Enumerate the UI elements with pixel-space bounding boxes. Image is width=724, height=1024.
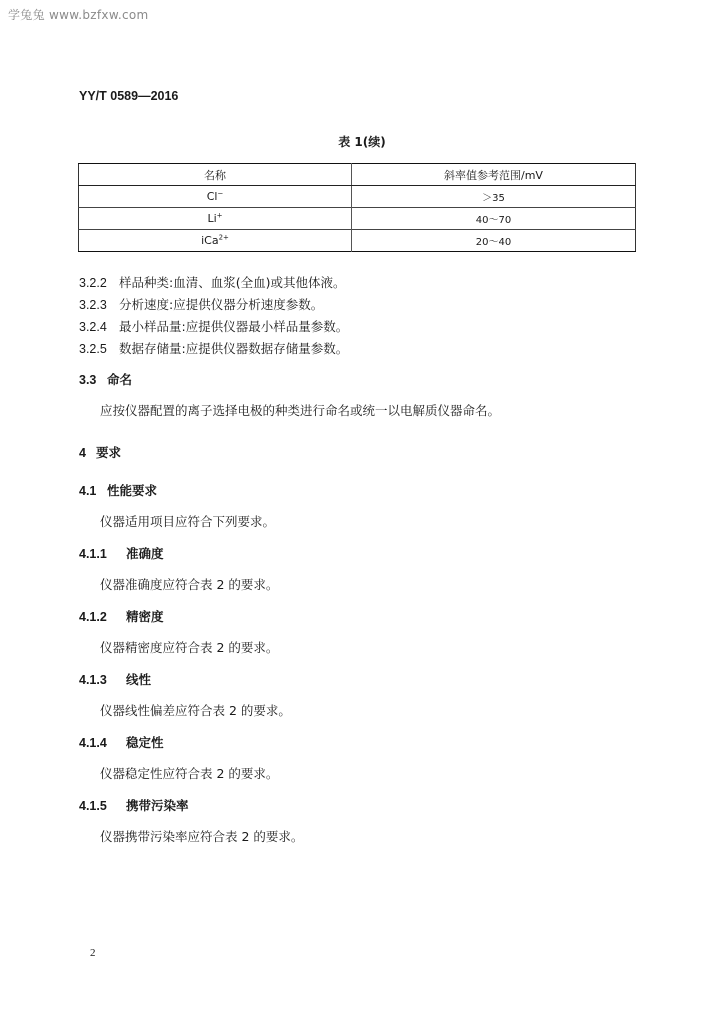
table-row (79, 230, 636, 252)
column-header-name: 名称 (79, 164, 352, 186)
table-row (79, 186, 636, 208)
clause-text: 样品种类:血清、血浆(全血)或其他体液。 (119, 275, 346, 290)
clause-3-2-2 (79, 273, 345, 291)
heading-number: 4.1.5 (79, 799, 107, 813)
ion-name: Li+ (79, 208, 352, 230)
paragraph-4-1-1: 仪器准确度应符合表 2 的要求。 (100, 577, 279, 592)
clause-3-2-4 (79, 317, 348, 335)
heading-number: 4.1.2 (79, 610, 107, 624)
heading-4-1-1 (79, 544, 164, 562)
paragraph-4-1: 仪器适用项目应符合下列要求。 (100, 514, 276, 529)
clause-number: 3.2.3 (79, 298, 107, 312)
ion-name: iCa$^{2+}$ (79, 230, 352, 252)
slope-range: 40～70 (352, 208, 636, 230)
table-row (79, 208, 636, 230)
heading-4-1 (79, 481, 157, 499)
slope-range: ＞35 (352, 186, 636, 208)
clause-3-2-5 (79, 339, 348, 357)
heading-number: 4.1 (79, 484, 97, 498)
clause-text: 分析速度:应提供仪器分析速度参数。 (119, 297, 324, 312)
clause-number: 3.2.4 (79, 320, 107, 334)
heading-number: 4.1.3 (79, 673, 107, 687)
ion-name: Cl− (79, 186, 352, 208)
heading-title: 精密度 (126, 609, 164, 624)
heading-title: 准确度 (126, 546, 164, 561)
heading-4 (79, 443, 121, 461)
watermark: 学兔兔 www.bzfxw.com (8, 8, 149, 22)
slope-range: 20～40 (352, 230, 636, 252)
slope-table (78, 163, 636, 252)
heading-title: 稳定性 (126, 735, 164, 750)
clause-text: 数据存储量:应提供仪器数据存储量参数。 (119, 341, 349, 356)
table-title: 表 1(续) (338, 135, 386, 149)
clause-text: 最小样品量:应提供仪器最小样品量参数。 (119, 319, 349, 334)
heading-4-1-2 (79, 607, 164, 625)
paragraph-3-3: 应按仪器配置的离子选择电极的种类进行命名或统一以电解质仪器命名。 (100, 403, 501, 418)
heading-4-1-4 (79, 733, 164, 751)
heading-number: 3.3 (79, 373, 97, 387)
heading-number: 4.1.4 (79, 736, 107, 750)
paragraph-4-1-5: 仪器携带污染率应符合表 2 的要求。 (100, 829, 304, 844)
heading-4-1-5 (79, 796, 189, 814)
clause-number: 3.2.5 (79, 342, 107, 356)
heading-title: 命名 (107, 372, 133, 387)
clause-number: 3.2.2 (79, 276, 107, 290)
heading-number: 4.1.1 (79, 547, 107, 561)
heading-4-1-3 (79, 670, 151, 688)
heading-title: 线性 (126, 672, 152, 687)
heading-title: 性能要求 (107, 483, 158, 498)
paragraph-4-1-4: 仪器稳定性应符合表 2 的要求。 (100, 766, 279, 781)
standard-code: YY/T 0589—2016 (79, 89, 179, 103)
heading-number: 4 (79, 446, 86, 460)
heading-3-3 (79, 370, 132, 388)
heading-title: 要求 (96, 445, 122, 460)
heading-title: 携带污染率 (126, 798, 189, 813)
page-number: 2 (90, 947, 96, 959)
clause-3-2-3 (79, 295, 323, 313)
paragraph-4-1-3: 仪器线性偏差应符合表 2 的要求。 (100, 703, 291, 718)
column-header-slope: 斜率值参考范围/mV (352, 164, 636, 186)
paragraph-4-1-2: 仪器精密度应符合表 2 的要求。 (100, 640, 279, 655)
table-header-row (79, 164, 636, 186)
